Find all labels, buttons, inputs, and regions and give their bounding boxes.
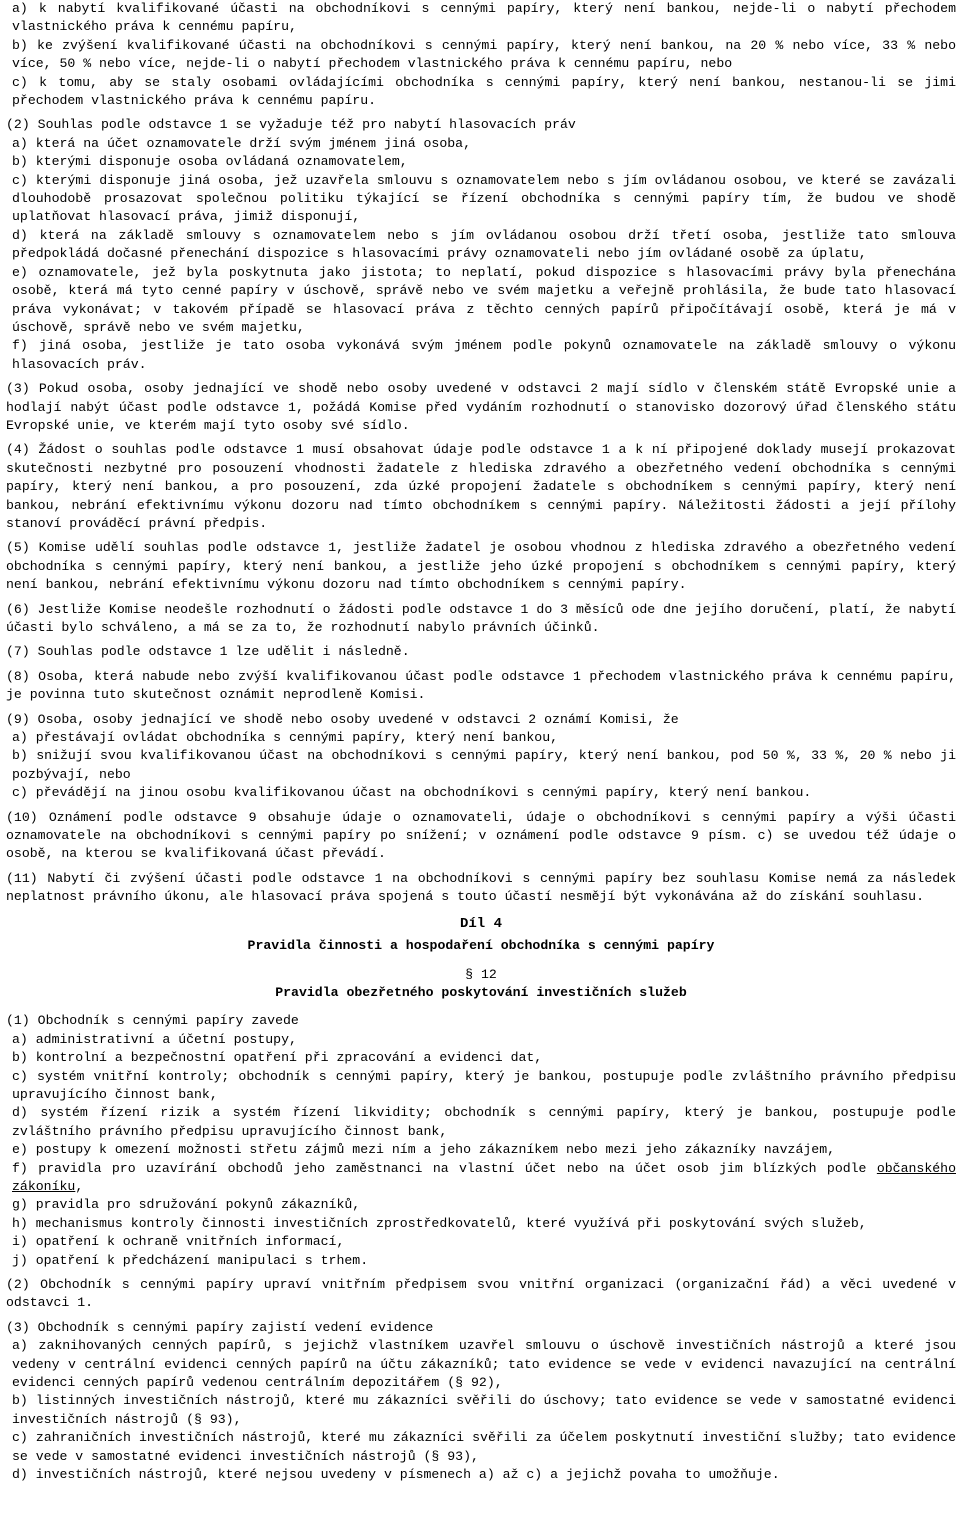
list-item-f-text: f) pravidla pro uzavírání obchodů jeho zaměstnanci na vlastní účet nebo na účet osob jim blízkých podle xyxy=(12,1160,867,1176)
subsection-11: (11) Nabytí či zvýšení účasti podle odstavce 1 na obchodníkovi s cennými papíry bez souhlasu Komise nemá za následek neplatnost právního úkonu, ale hlasovací práva spojená s touto účastí nesmějí být vykonávána až do získání souhlasu. xyxy=(6,870,956,905)
list-item: c) k tomu, aby se staly osobami ovládajícími obchodníka s cennými papíry, který není bankou, nestanou-li se jimi přechodem vlastnického práva k cennému papíru. xyxy=(12,74,956,109)
list-item: g) pravidla pro sdružování pokynů zákazníků, xyxy=(12,1197,361,1213)
subsection-7: (7) Souhlas podle odstavce 1 lze udělit i následně. xyxy=(6,644,410,660)
division-title: Pravidla činnosti a hospodaření obchodníka s cennými papíry xyxy=(247,938,715,954)
list-item: d) která na základě smlouvy s oznamovatelem nebo s jím ovládanou osobou drží třetí osoba, jestliže tato smlouva předpokládá dočasné přenechání dispozice s hlasovacími právy oznamovateli nebo jím ovládané osobě za úplatu, xyxy=(12,227,956,262)
paragraph-1-intro: (1) Obchodník s cennými papíry zavede xyxy=(6,1013,299,1029)
subsection-5: (5) Komise udělí souhlas podle odstavce 1, jestliže žadatel je osobou vhodnou z hlediska zdravého a obezřetného vedení obchodníka s cennými papíry, který není bankou, a jestliže jeho úzké propojení s obchodníkem s cennými papíry, který není bankou, nebrání efektivnímu výkonu dozoru nad tímto obchodníkem s cennými papíry. xyxy=(6,540,956,593)
list-item: a) zaknihovaných cenných papírů, s jejichž vlastníkem uzavřel smlouvu o úschově investičních nástrojů a které jsou vedeny v centrální evidenci cenných papírů na účtu zákazníků; tato evidence se vede v evidenci navazující na centrální evidenci cenných papírů vedenou centrálním depozitářem (§ 92), xyxy=(12,1338,956,1391)
list-item: c) systém vnitřní kontroly; obchodník s cennými papíry, který je bankou, postupuje podle zvláštního právního předpisu upravujícího činnost bank, xyxy=(12,1068,956,1102)
paragraph-3-intro: (3) Obchodník s cennými papíry zajistí vedení evidence xyxy=(6,1319,434,1335)
code-link[interactable]: zákoníku xyxy=(12,1178,76,1194)
list-item: a) která na účet oznamovatele drží svým jménem jiná osoba, xyxy=(12,135,471,151)
subsection-2-intro: (2) Souhlas podle odstavce 1 se vyžaduje též pro nabytí hlasovacích práv xyxy=(6,117,576,133)
list-item: i) opatření k ochraně vnitřních informací, xyxy=(12,1234,345,1250)
list-item-f xyxy=(6,1160,956,1197)
list-item: e) postupy k omezení možnosti střetu zájmů mezi ním a jeho zákazníkem nebo mezi jeho zákazníky navzájem, xyxy=(12,1142,836,1158)
paragraph-number: § 12 xyxy=(465,966,497,982)
list-item: b) kterými disponuje osoba ovládaná oznamovatelem, xyxy=(12,154,408,170)
list-item: c) převádějí na jinou osobu kvalifikovanou účast na obchodníkovi s cennými papíry, který není bankou. xyxy=(12,785,812,801)
subsection-9-intro: (9) Osoba, osoby jednající ve shodě nebo osoby uvedené v odstavci 2 oznámí Komisi, že xyxy=(6,711,679,727)
subsection-6: (6) Jestliže Komise neodešle rozhodnutí o žádosti podle odstavce 1 do 3 měsíců ode dne jejího doručení, platí, že nabytí účasti bylo schváleno, a má se za to, že rozhodnutí nabylo právních účinků. xyxy=(6,601,956,635)
list-item: b) listinných investičních nástrojů, které mu zákazníci svěřili do úschovy; tato evidence se vede v samostatné evidenci investičních nástrojů (§ 93), xyxy=(12,1393,956,1427)
list-item: c) zahraničních investičních nástrojů, které mu zákazníci svěřili za účelem poskytnutí investiční služby; tato evidence se vede v samostatné evidenci investičních nástrojů (§ 93), xyxy=(12,1430,956,1464)
civil-code-link[interactable]: občanského xyxy=(876,1160,956,1176)
list-item: a) k nabytí kvalifikované účasti na obchodníkovi s cennými papíry, který není bankou, nejde-li o nabytí přechodem vlastnického práva k cennému papíru, xyxy=(12,1,956,35)
list-item: f) jiná osoba, jestliže je tato osoba vykonává svým jménem podle pokynů oznamovatele na základě smlouvy o výkonu hlasovacích práv. xyxy=(12,338,956,372)
subsection-8: (8) Osoba, která nabude nebo zvýší kvalifikovanou účast podle odstavce 1 přechodem vlastnického práva k cennému papíru, je povinna tuto skutečnost oznámit neprodleně Komisi. xyxy=(6,668,956,703)
list-item: j) opatření k předcházení manipulaci s trhem. xyxy=(12,1252,369,1268)
subsection-4: (4) Žádost o souhlas podle odstavce 1 musí obsahovat údaje podle odstavce 1 a k ní připojené doklady musejí prokazovat skutečnosti nezbytné pro posouzení vhodnosti žadatele z hlediska zdravého a obezřetného vedení obchodníka s cennými papíry, který není bankou, a pro posouzení, zda úzké propojení žadatele s obchodníkem s cennými papíry, který není bankou, nebrání efektivnímu výkonu dozoru nad tímto obchodníkem s cennými papíry. Náležitosti žádosti a její přílohy stanoví prováděcí právní předpis. xyxy=(6,442,956,531)
list-item: a) přestávají ovládat obchodníka s cennými papíry, který není bankou, xyxy=(12,730,559,746)
subsection-3: (3) Pokud osoba, osoby jednající ve shodě nebo osoby uvedené v odstavci 2 mají sídlo v členském státě Evropské unie a hodlají nabýt účast podle odstavce 1, požádá Komise před vydáním rozhodnutí o stanovisko dozorový úřad členského státu Evropské unie, ve kterém mají tyto osoby své sídlo. xyxy=(6,381,956,433)
paragraph-title: Pravidla obezřetného poskytování investičních služeb xyxy=(275,984,687,1000)
paragraph-2: (2) Obchodník s cennými papíry upraví vnitřním předpisem svou vnitřní organizaci (organizační řád) a věci uvedené v odstavci 1. xyxy=(6,1277,956,1311)
list-item-f-end: , xyxy=(75,1178,84,1194)
list-item: d) systém řízení rizik a systém řízení likvidity; obchodník s cennými papíry, který je bankou, postupuje podle zvláštního právního předpisu upravujícího činnost bank, xyxy=(12,1105,956,1139)
list-item: b) kontrolní a bezpečnostní opatření při zpracování a evidenci dat, xyxy=(12,1050,543,1066)
list-item: b) ke zvýšení kvalifikované účasti na obchodníkovi s cennými papíry, který není bankou, na 20 % nebo více, 33 % nebo více, 50 % nebo více, nejde-li o nabytí přechodem vlastnického práva k cennému papíru, nebo xyxy=(12,37,956,72)
list-item: b) snižují svou kvalifikovanou účast na obchodníkovi s cennými papíry, který není bankou, pod 50 %, 33 %, 20 % nebo ji pozbývají, nebo xyxy=(12,748,956,782)
list-item: e) oznamovatele, jež byla poskytnuta jako jistota; to neplatí, pokud dispozice s hlasovacími právy byla přenechána osobě, která má tyto cenné papíry v úschově, správě nebo ve svém majetku a veřejně prohlásila, že bude tato hlasovací práva vykonávat; v takovém případě se hlasovací práva z těchto cenných papírů připočítávají osobě, která je má v úschově, správě nebo ve svém majetku, xyxy=(12,264,956,335)
list-item: c) kterými disponuje jiná osoba, jež uzavřela smlouvu s oznamovatelem nebo s jím ovládanou osobou, ve které se zavázali dlouhodobě prosazovat společnou politiku týkající se řízení obchodníka s cennými papíry tím, že budou ve shodě uplatňovat hlasovací práva, jimiž disponují, xyxy=(12,172,956,225)
list-item: d) investičních nástrojů, které nejsou uvedeny v písmenech a) až c) a jejichž povaha to umožňuje. xyxy=(12,1467,780,1483)
list-item: h) mechanismus kontroly činnosti investičních zprostředkovatelů, které využívá při poskytování svých služeb, xyxy=(12,1215,867,1231)
subsection-10: (10) Oznámení podle odstavce 9 obsahuje údaje o oznamovateli, údaje o obchodníkovi s cennými papíry a výši účasti oznamovatele na obchodníkovi s cennými papíry po snížení; v oznámení podle odstavce 9 písm. c) se uvedou též údaje o osobě, na kterou se kvalifikovaná účast převádí. xyxy=(6,809,956,862)
division-number: Díl 4 xyxy=(459,915,502,932)
list-item: a) administrativní a účetní postupy, xyxy=(12,1031,297,1047)
